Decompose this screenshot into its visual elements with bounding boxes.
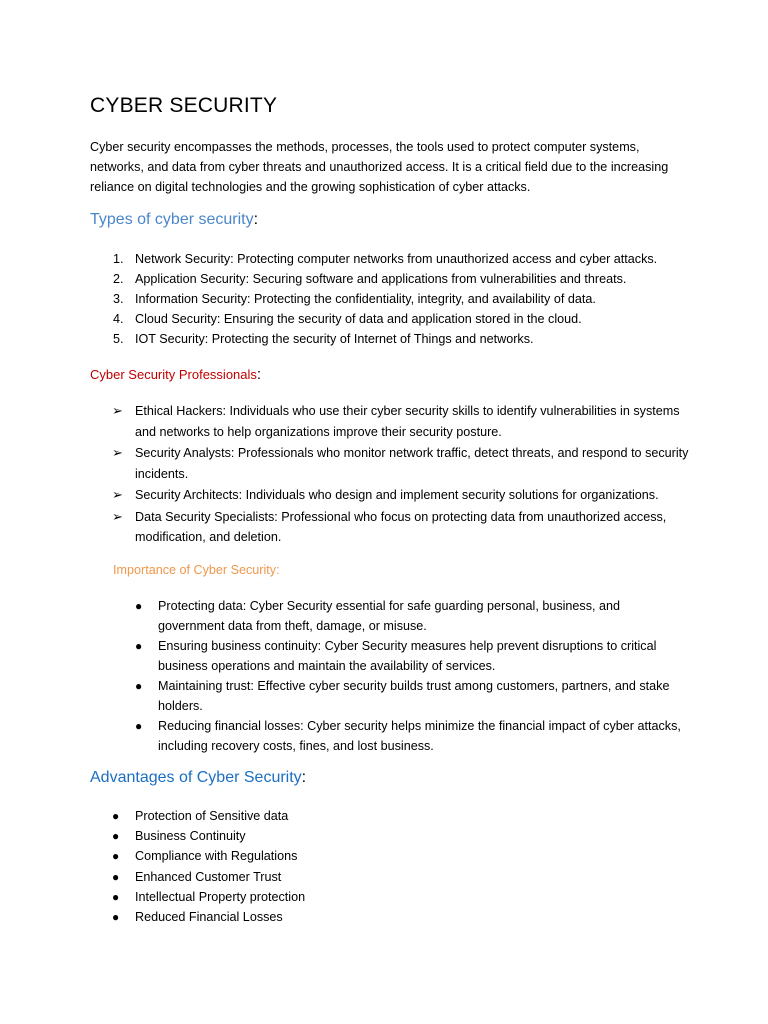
list-item	[90, 249, 657, 269]
list-item-text: Security Analysts: Professionals who monitor network traffic, detect threats, and respond to security incidents.	[135, 446, 689, 481]
list-number: 1.	[113, 252, 124, 266]
professionals-heading-colon: :	[256, 366, 262, 383]
list-item	[90, 401, 690, 442]
list-item	[90, 846, 305, 866]
list-item-text: Enhanced Customer Trust	[135, 869, 282, 884]
list-item-text: Protection of Sensitive data	[135, 809, 289, 823]
list-item-text: Compliance with Regulations	[135, 849, 298, 864]
list-item-text: Ethical Hackers: Individuals who use their cyber security skills to identify vulnerabilities in systems and networks to help organizations improve their security posture.	[135, 404, 680, 439]
professionals-list	[90, 401, 690, 549]
list-item-text: Protecting data: Cyber Security essential for safe guarding personal, business, and government data from theft, damage, or misuse.	[158, 599, 621, 633]
advantages-heading-colon: :	[301, 769, 307, 786]
professionals-heading	[90, 366, 261, 383]
dot-bullet-icon: ●	[135, 719, 143, 733]
list-item-text: IOT Security: Protecting the security of Internet of Things and networks.	[135, 332, 534, 346]
arrow-bullet-icon: ➢	[112, 508, 123, 524]
intro-paragraph: Cyber security encompasses the methods, processes, the tools used to protect computer systems, networks, and data from cyber threats and unauthorized access. It is a critical field due to the increasing reliance on digital technologies and the growing sophistication of cyber attacks.	[90, 140, 669, 194]
list-number: 5.	[113, 332, 124, 346]
dot-bullet-icon: ●	[135, 679, 143, 693]
list-item	[90, 329, 657, 349]
list-item-text: Network Security: Protecting computer networks from unauthorized access and cyber attacks.	[135, 252, 658, 266]
arrow-bullet-icon: ➢	[112, 403, 123, 418]
list-item	[90, 507, 690, 548]
list-item	[90, 269, 657, 289]
list-item	[90, 826, 305, 846]
dot-bullet-icon: ●	[112, 849, 120, 864]
types-heading	[90, 211, 258, 229]
list-item	[90, 485, 690, 506]
dot-bullet-icon: ●	[112, 809, 120, 823]
list-item-text: Reduced Financial Losses	[135, 910, 283, 925]
list-item-text: Business Continuity	[135, 829, 246, 844]
list-item	[90, 907, 305, 927]
list-item-text: Cloud Security: Ensuring the security of data and application stored in the cloud.	[135, 312, 582, 326]
advantages-list	[90, 806, 305, 927]
types-heading-text: Types of cyber security	[90, 211, 254, 228]
list-item	[90, 676, 690, 716]
professionals-heading-text: Cyber Security Professionals	[90, 367, 257, 382]
document-title: CYBER SECURITY	[90, 94, 278, 117]
advantages-heading-text: Advantages of Cyber Security	[90, 769, 302, 786]
dot-bullet-icon: ●	[112, 829, 120, 844]
list-item-text: Intellectual Property protection	[135, 889, 306, 904]
types-heading-colon: :	[253, 211, 259, 228]
list-item	[90, 443, 690, 484]
list-item	[90, 806, 305, 826]
dot-bullet-icon: ●	[135, 639, 143, 653]
list-item-text: Ensuring business continuity: Cyber Security measures help prevent disruptions to critical business operations and maintain the availability of services.	[158, 639, 657, 673]
advantages-heading	[90, 769, 306, 787]
list-number: 4.	[113, 312, 124, 326]
list-item	[90, 867, 305, 887]
list-number: 2.	[113, 272, 124, 286]
dot-bullet-icon: ●	[135, 599, 143, 613]
list-item	[90, 289, 657, 309]
list-item	[90, 596, 690, 636]
list-number: 3.	[113, 292, 124, 306]
list-item	[90, 716, 690, 756]
list-item	[90, 309, 657, 329]
list-item-text: Information Security: Protecting the confidentiality, integrity, and availability of data.	[135, 292, 596, 306]
types-list	[90, 249, 657, 349]
list-item-text: Security Architects: Individuals who design and implement security solutions for organizations.	[135, 488, 659, 502]
list-item-text: Maintaining trust: Effective cyber security builds trust among customers, partners, and stake holders.	[158, 679, 670, 713]
importance-heading: Importance of Cyber Security:	[113, 563, 280, 577]
list-item-text: Application Security: Securing software and applications from vulnerabilities and threats.	[135, 272, 627, 286]
list-item-text: Data Security Specialists: Professional who focus on protecting data from unauthorized access, modification, and deletion.	[135, 509, 667, 544]
dot-bullet-icon: ●	[112, 910, 120, 925]
dot-bullet-icon: ●	[112, 889, 120, 904]
list-item	[90, 636, 690, 676]
list-item-text: Reducing financial losses: Cyber security helps minimize the financial impact of cyber attacks, including recovery costs, fines, and lost business.	[158, 719, 681, 753]
arrow-bullet-icon: ➢	[112, 487, 123, 502]
list-item	[90, 887, 305, 907]
importance-list	[90, 596, 690, 756]
dot-bullet-icon: ●	[112, 869, 120, 884]
arrow-bullet-icon: ➢	[112, 445, 123, 460]
